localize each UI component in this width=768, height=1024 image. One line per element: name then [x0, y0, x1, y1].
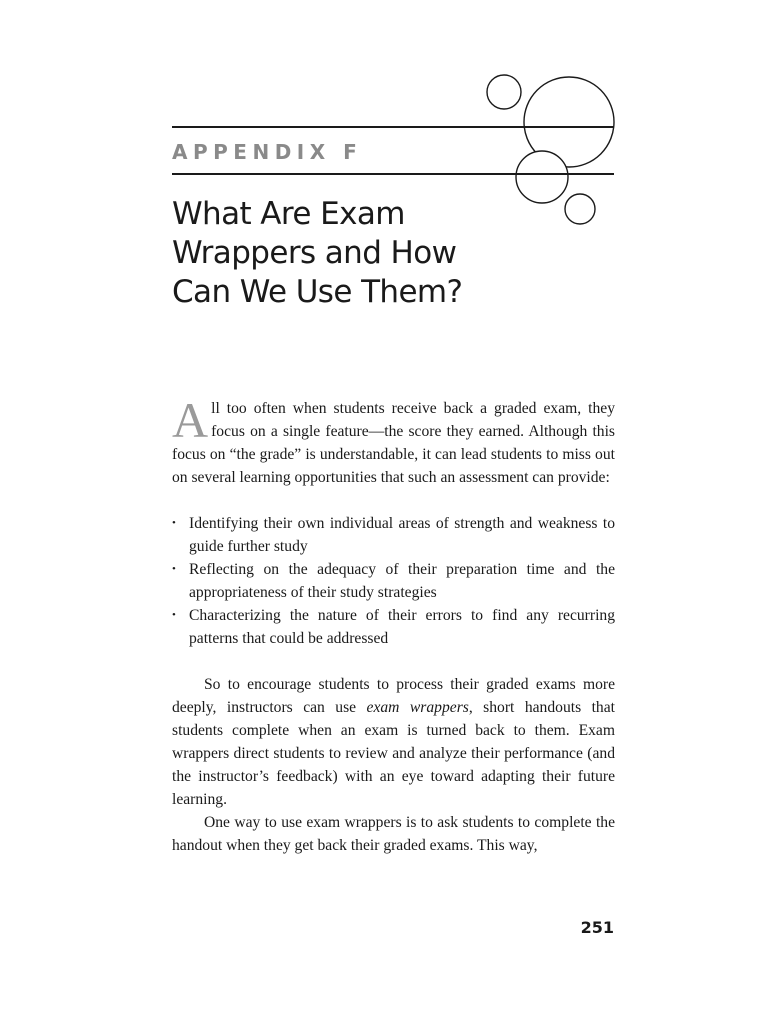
header-rule-bottom: [172, 173, 614, 175]
chapter-title-line-2: Wrappers and How: [172, 235, 457, 271]
list-item-text: Identifying their own individual areas of strength and weakness to guide further study: [189, 515, 615, 555]
emphasized-term: exam wrappers: [366, 699, 469, 716]
medium-circle: [516, 151, 568, 203]
intro-paragraph: [172, 392, 615, 489]
header-rule-top: [172, 126, 614, 128]
small-circle-bottom: [565, 194, 595, 224]
body-text: [172, 392, 615, 857]
list-item-text: Reflecting on the adequacy of their preparation time and the appropriateness of their study strategies: [189, 561, 615, 601]
bullet-icon: •: [172, 563, 176, 575]
paragraph-text: , short handouts that students complete when an exam is turned back to them. Exam wrappers direct students to review and analyze their performance (and the instructor’s feedback) with an eye toward adapting their future learning.: [172, 699, 615, 808]
intro-paragraph-text: ll too often when students receive back a graded exam, they focus on a single feature—the score they earned. Although this focus on “the grade” is understandable, it can lead students to miss out on several learning opportunities that such an assessment can provide:: [172, 400, 615, 486]
page-number: 251: [580, 918, 614, 937]
small-circle-top: [487, 75, 521, 109]
list-item: [172, 604, 615, 650]
list-item-text: Characterizing the nature of their errors to find any recurring patterns that could be addressed: [189, 607, 615, 647]
drop-cap: A: [172, 392, 209, 448]
list-item: [172, 558, 615, 604]
exam-wrappers-paragraph: [172, 673, 615, 811]
chapter-title-line-1: What Are Exam: [172, 196, 405, 232]
opportunity-list: [172, 512, 615, 650]
list-item: [172, 512, 615, 558]
appendix-label: APPENDIX F: [172, 140, 363, 164]
usage-paragraph: One way to use exam wrappers is to ask students to complete the handout when they get back their graded exams. This way,: [172, 814, 615, 854]
chapter-title: [172, 195, 512, 312]
chapter-title-line-3: Can We Use Them?: [172, 274, 463, 310]
bullet-icon: •: [172, 609, 176, 621]
paragraph-text: So to encourage students to process their graded exams more deeply, instructors can use: [172, 676, 615, 716]
bullet-icon: •: [172, 517, 176, 529]
